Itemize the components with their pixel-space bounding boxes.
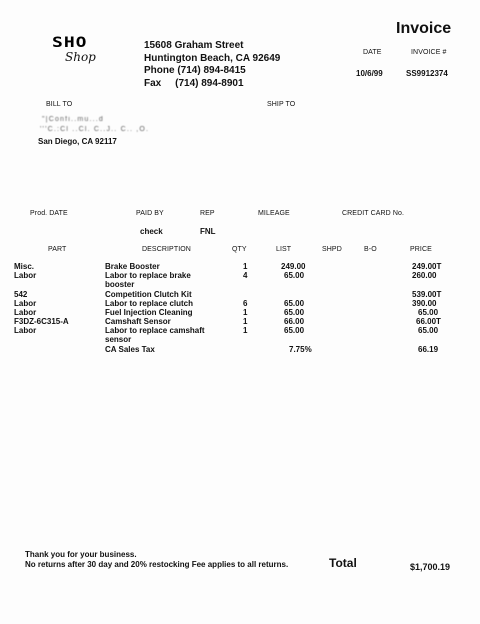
bill-to-city: San Diego, CA 92117 (38, 137, 117, 146)
row-part: Labor (14, 271, 37, 280)
total-label: Total (329, 556, 357, 570)
row-description: Labor to replace clutch (105, 299, 194, 308)
qty-header: QTY (232, 246, 247, 253)
row-price: 390.00 (412, 299, 437, 308)
row-list: 249.00 (281, 262, 306, 271)
bo-header: B-O (364, 246, 377, 253)
row-part: Misc. (14, 262, 35, 271)
row-description-cont: booster (105, 280, 135, 289)
row-list: 7.75% (289, 345, 312, 354)
price-header: PRICE (410, 246, 432, 253)
row-list: 66.00 (284, 317, 305, 326)
row-qty: 1 (243, 326, 248, 335)
list-header: LIST (276, 246, 292, 253)
paid-by-header: PAID BY (136, 210, 164, 217)
row-description: Competition Clutch Kit (105, 290, 192, 299)
address-line: 15608 Graham Street (144, 40, 244, 51)
row-qty: 1 (243, 262, 248, 271)
description-header: DESCRIPTION (142, 246, 191, 253)
company-address (144, 40, 280, 90)
row-price: 65.00 (418, 308, 439, 317)
prod-date-header: Prod. DATE (30, 210, 68, 217)
credit-card-header: CREDIT CARD No. (342, 210, 405, 217)
row-description-cont: sensor (105, 335, 132, 344)
row-price: 249.00T (412, 262, 442, 271)
rep-header: REP (200, 210, 215, 217)
row-price: 260.00 (412, 271, 437, 280)
row-description: Fuel Injection Cleaning (105, 308, 193, 317)
redacted-name: "|Confi..mu...d (42, 116, 104, 123)
shpd-header: SHPD (322, 246, 342, 253)
row-description: Labor to replace camshaft (105, 326, 205, 335)
total-value: $1,700.19 (410, 562, 451, 572)
row-list: 65.00 (284, 326, 305, 335)
invoice-number: SS9912374 (406, 69, 448, 78)
address-line: Huntington Beach, CA 92649 (144, 52, 281, 64)
thank-you-note: Thank you for your business. (25, 550, 137, 559)
row-price: 66.19 (418, 345, 439, 354)
row-list: 65.00 (284, 299, 305, 308)
ship-to-label: SHIP TO (267, 101, 296, 108)
row-description: Camshaft Sensor (105, 317, 171, 326)
row-part: Labor (14, 299, 37, 308)
row-part: Labor (14, 326, 37, 335)
row-part: F3DZ-6C315-A (14, 317, 69, 326)
invoice-number-label: INVOICE # (411, 49, 447, 56)
row-qty: 6 (243, 299, 248, 308)
row-price: 539.00T (412, 290, 442, 299)
row-qty: 1 (243, 317, 248, 326)
logo-subtitle: Shop (65, 50, 96, 64)
row-part: 542 (14, 290, 28, 299)
row-qty: 1 (243, 308, 248, 317)
row-price: 65.00 (418, 326, 439, 335)
bill-to-label: BILL TO (46, 101, 73, 108)
part-header: PART (48, 246, 67, 253)
invoice-title: Invoice (396, 20, 452, 37)
redacted-street: '''C.:Cl ..Cl. C..J.. C.. ,O. (40, 126, 150, 133)
mileage-header: MILEAGE (258, 210, 290, 217)
address-line: Phone (714) 894-8415 (144, 65, 246, 76)
date-label: DATE (363, 49, 382, 56)
row-part: Labor (14, 308, 37, 317)
company-logo (52, 34, 114, 68)
returns-note: No returns after 30 day and 20% restocking Fee applies to all returns. (25, 560, 289, 569)
logo-wordmark: SHO (52, 34, 88, 51)
row-list: 65.00 (284, 271, 305, 280)
invoice-date: 10/6/99 (356, 69, 383, 78)
row-description: CA Sales Tax (105, 345, 155, 354)
paid-by-value: check (140, 227, 163, 236)
address-line: Fax (714) 894-8901 (144, 77, 244, 89)
row-list: 65.00 (284, 308, 305, 317)
row-description: Brake Booster (105, 262, 160, 271)
row-description: Labor to replace brake (105, 271, 191, 280)
rep-value: FNL (200, 227, 216, 236)
row-price: 66.00T (416, 317, 441, 326)
row-qty: 4 (243, 271, 248, 280)
